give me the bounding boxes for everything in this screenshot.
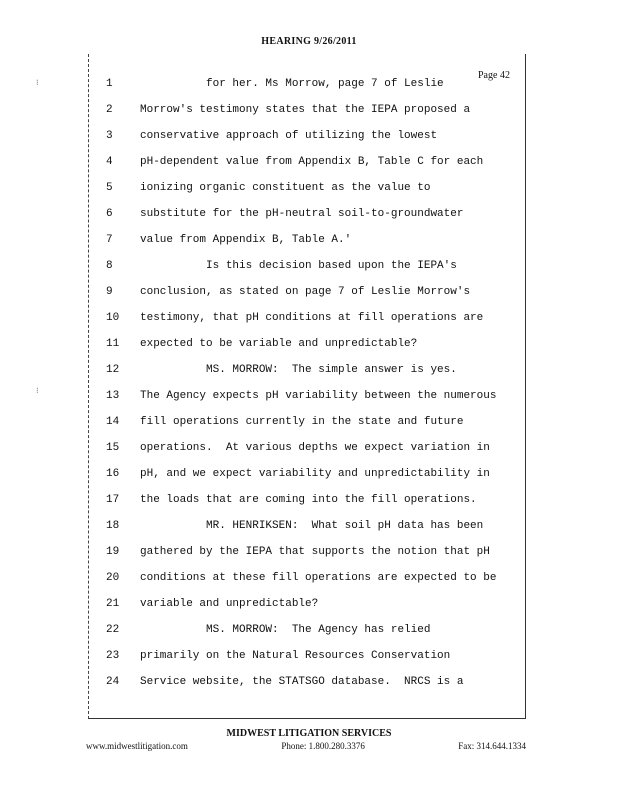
transcript-line: [96, 182, 526, 202]
transcript-line: [96, 624, 526, 644]
footer-fax: Fax: 314.644.1334: [458, 741, 526, 751]
line-number: 17: [106, 494, 120, 506]
line-text: expected to be variable and unpredictable?: [140, 338, 418, 350]
line-number: 11: [106, 338, 120, 350]
margin-mark-top: ⁝: [36, 78, 39, 87]
line-number: 7: [106, 234, 113, 246]
line-text: primarily on the Natural Resources Conservation: [140, 650, 451, 662]
transcript-line: [96, 286, 526, 306]
line-text: ionizing organic constituent as the value to: [140, 182, 431, 194]
line-text: gathered by the IEPA that supports the notion that pH: [140, 546, 490, 558]
transcript-line: [96, 650, 526, 670]
line-number: 12: [106, 364, 120, 376]
line-text: MR. HENRIKSEN: What soil pH data has been: [140, 520, 484, 532]
line-text: conditions at these fill operations are expected to be: [140, 572, 497, 584]
line-number: 18: [106, 520, 120, 532]
line-text: value from Appendix B, Table A.': [140, 234, 352, 246]
transcript-line: [96, 390, 526, 410]
line-text: Morrow's testimony states that the IEPA proposed a: [140, 104, 471, 116]
footer-company: MIDWEST LITIGATION SERVICES: [226, 728, 392, 739]
line-number: 8: [106, 260, 113, 272]
line-number: 9: [106, 286, 113, 298]
line-number: 4: [106, 156, 113, 168]
line-number: 1: [106, 78, 113, 90]
line-number: 3: [106, 130, 113, 142]
line-text: fill operations currently in the state and future: [140, 416, 464, 428]
transcript-line: [96, 598, 526, 618]
line-number: 20: [106, 572, 120, 584]
line-number: 19: [106, 546, 120, 558]
transcript-line: [96, 416, 526, 436]
transcript-line: [96, 338, 526, 358]
line-text: Service website, the STATSGO database. NRCS is a: [140, 676, 464, 688]
transcript-line: [96, 234, 526, 254]
line-text: the loads that are coming into the fill operations.: [140, 494, 477, 506]
footer-website: www.midwestlitigation.com: [86, 741, 188, 751]
line-text: MS. MORROW: The simple answer is yes.: [140, 364, 457, 376]
line-number: 21: [106, 598, 120, 610]
line-text: The Agency expects pH variability between the numerous: [140, 390, 497, 402]
line-number: 14: [106, 416, 120, 428]
transcript-line: [96, 468, 526, 488]
transcript-line: [96, 546, 526, 566]
margin-mark-middle: ⁝: [36, 386, 39, 395]
transcript-line: [96, 364, 526, 384]
page-header: HEARING 9/26/2011: [261, 36, 357, 47]
line-number: 24: [106, 676, 120, 688]
transcript-line: [96, 442, 526, 462]
line-text: pH-dependent value from Appendix B, Table C for each: [140, 156, 484, 168]
line-number: 2: [106, 104, 113, 116]
transcript-frame: [88, 54, 526, 719]
line-number: 16: [106, 468, 120, 480]
line-text: MS. MORROW: The Agency has relied: [140, 624, 431, 636]
transcript-line: [96, 104, 526, 124]
transcript-line: [96, 208, 526, 228]
line-text: testimony, that pH conditions at fill operations are: [140, 312, 484, 324]
transcript-line: [96, 78, 526, 98]
footer-phone: Phone: 1.800.280.3376: [281, 741, 365, 751]
line-text: variable and unpredictable?: [140, 598, 319, 610]
transcript-line: [96, 156, 526, 176]
line-text: for her. Ms Morrow, page 7 of Leslie: [140, 78, 444, 90]
line-text: pH, and we expect variability and unpredictability in: [140, 468, 490, 480]
transcript-line: [96, 520, 526, 540]
line-number: 13: [106, 390, 120, 402]
transcript-line: [96, 494, 526, 514]
transcript-line: [96, 260, 526, 280]
transcript-line: [96, 312, 526, 332]
transcript-line: [96, 130, 526, 150]
footer-contact: [86, 741, 526, 751]
line-text: conclusion, as stated on page 7 of Leslie Morrow's: [140, 286, 471, 298]
line-text: operations. At various depths we expect variation in: [140, 442, 490, 454]
line-number: 10: [106, 312, 120, 324]
page-number: Page 42: [478, 70, 510, 81]
line-text: Is this decision based upon the IEPA's: [140, 260, 457, 272]
line-number: 5: [106, 182, 113, 194]
line-number: 23: [106, 650, 120, 662]
line-number: 6: [106, 208, 113, 220]
line-text: substitute for the pH-neutral soil-to-groundwater: [140, 208, 464, 220]
line-number: 22: [106, 624, 120, 636]
line-text: conservative approach of utilizing the lowest: [140, 130, 438, 142]
transcript-line: [96, 676, 526, 696]
line-number: 15: [106, 442, 120, 454]
transcript-line: [96, 572, 526, 592]
